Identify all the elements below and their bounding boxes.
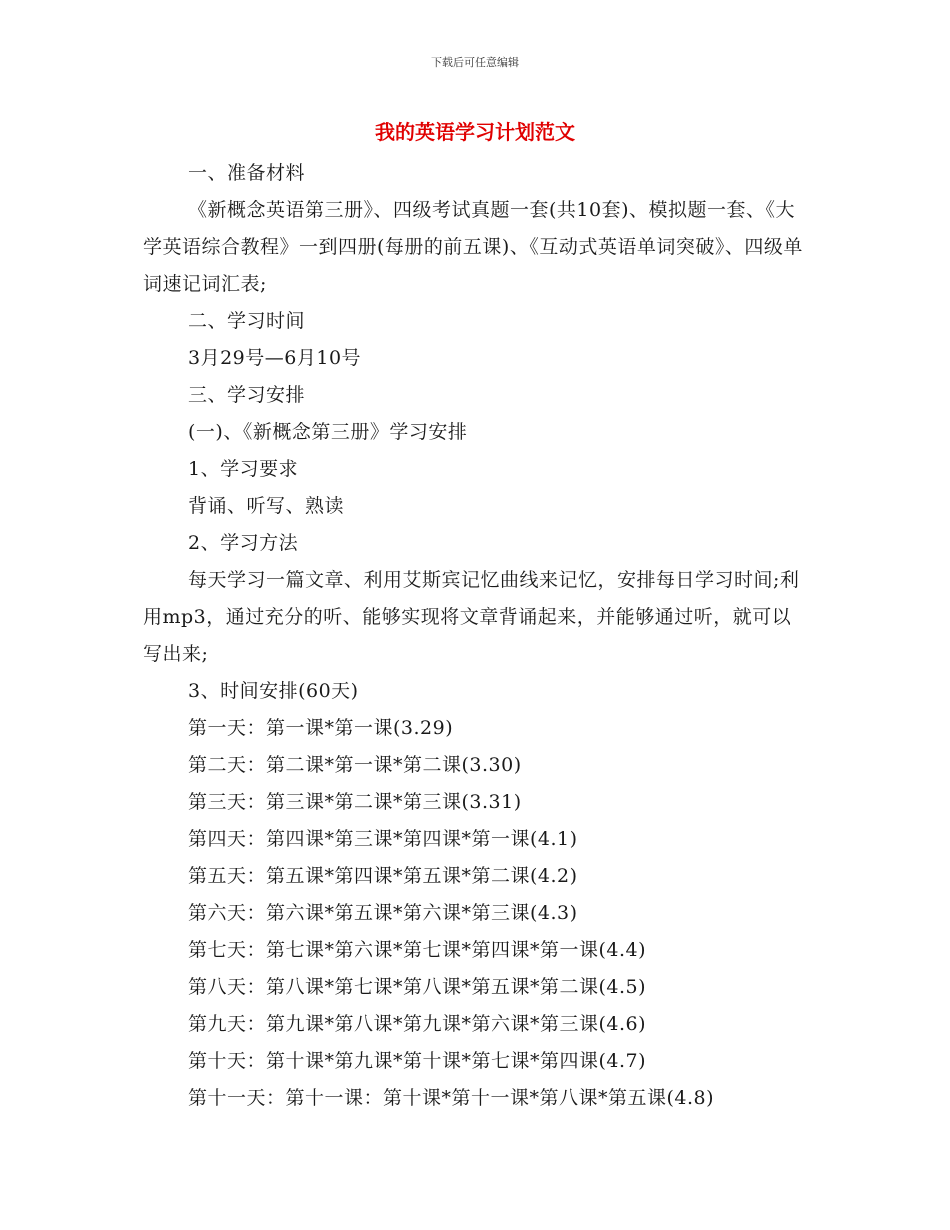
paragraph: 1、学习要求: [188, 458, 299, 480]
paragraph: 第五天：第五课*第四课*第五课*第二课(4.2): [188, 865, 578, 887]
document-title: 我的英语学习计划范文: [375, 120, 575, 144]
paragraph: 第十一天：第十一课：第十课*第十一课*第八课*第五课(4.8): [188, 1087, 715, 1109]
paragraph: 3、时间安排(60天): [188, 680, 359, 702]
paragraph: 第二天：第二课*第一课*第二课(3.30): [188, 754, 522, 776]
document-body: [143, 155, 807, 1117]
paragraph: 3月29号—6月10号: [188, 347, 362, 369]
paragraph: 《新概念英语第三册》、四级考试真题一套(共10套)、模拟题一套、《大学英语综合教程》一到四册(每册的前五课)、《互动式英语单词突破》、四级单词速记词汇表;: [143, 199, 803, 295]
paragraph: 一、准备材料: [188, 162, 306, 184]
paragraph: 背诵、听写、熟读: [188, 495, 345, 517]
paragraph: 第九天：第九课*第八课*第九课*第六课*第三课(4.6): [188, 1013, 647, 1035]
paragraph: 第八天：第八课*第七课*第八课*第五课*第二课(4.5): [188, 976, 647, 998]
paragraph: 二、学习时间: [188, 310, 306, 332]
paragraph: 第一天：第一课*第一课(3.29): [188, 717, 454, 739]
paragraph: 2、学习方法: [188, 532, 299, 554]
page-header: 下载后可任意编辑: [431, 56, 519, 69]
paragraph: 第六天：第六课*第五课*第六课*第三课(4.3): [188, 902, 578, 924]
paragraph: 第七天：第七课*第六课*第七课*第四课*第一课(4.4): [188, 939, 647, 961]
paragraph: 第十天：第十课*第九课*第十课*第七课*第四课(4.7): [188, 1050, 647, 1072]
paragraph: 三、学习安排: [188, 384, 306, 406]
paragraph: 每天学习一篇文章、利用艾斯宾记忆曲线来记忆，安排每日学习时间;利用mp3，通过充分的听、能够实现将文章背诵起来，并能够通过听，就可以写出来;: [143, 569, 800, 665]
paragraph: 第四天：第四课*第三课*第四课*第一课(4.1): [188, 828, 578, 850]
paragraph: (一)、《新概念第三册》学习安排: [188, 421, 468, 443]
paragraph: 第三天：第三课*第二课*第三课(3.31): [188, 791, 522, 813]
